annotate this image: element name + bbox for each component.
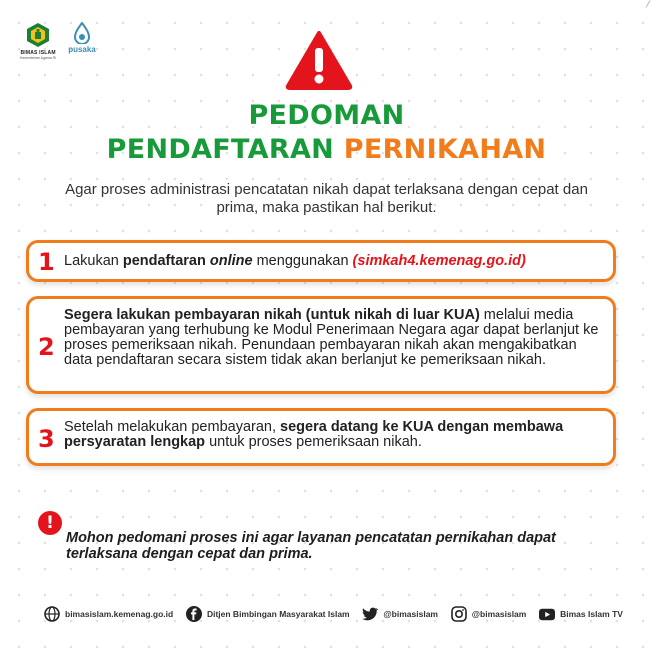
exclamation-icon: !: [38, 511, 62, 535]
youtube-icon: [539, 606, 555, 622]
globe-icon: [44, 606, 60, 622]
step-text-3: [64, 420, 601, 450]
intro-line-1: Agar proses administrasi pencatatan nikah dapat terlaksana dengan cepat dan: [65, 181, 588, 198]
footer-facebook[interactable]: [186, 606, 350, 622]
facebook-icon: [186, 606, 202, 622]
step-number-1: 1: [38, 248, 55, 276]
footer-facebook-text: Ditjen Bimbingan Masyarakat Islam: [206, 609, 350, 619]
pusaka-drop-icon: [72, 22, 92, 44]
step2-bold: Segera lakukan pembayaran nikah (untuk nikah di luar KUA): [64, 307, 480, 323]
simkah-link[interactable]: (simkah4.kemenag.go.id): [352, 253, 526, 269]
warning-triangle-icon: [285, 30, 353, 90]
bimas-islam-logo: [20, 22, 56, 60]
twitter-icon: [362, 606, 378, 622]
header-logos: [20, 22, 96, 60]
pusaka-logo-text: pusaka: [68, 45, 96, 54]
footer-twitter[interactable]: [362, 606, 438, 622]
step-card-1: [26, 240, 616, 282]
instagram-icon: [451, 606, 467, 622]
step-text-2: [64, 308, 601, 368]
title-word-pendaftaran: PENDAFTARAN: [106, 134, 335, 165]
step-number-2: 2: [38, 333, 55, 361]
step-number-3: 3: [38, 425, 55, 453]
step-card-2: [26, 296, 616, 394]
step2-rest: melalui media pembayaran yang terhubung ke Modul Penerimaan Negara agar dapat berlanjut ke proses pemeriksaan nikah. Penundaan pembayaran nikah akan mengakibatkan data pendaftaran secara sistem tidak akan berlanjut ke pemeriksaan nikah.: [64, 307, 599, 368]
step1-bold-italic: online: [209, 253, 253, 269]
pusaka-logo: [68, 22, 96, 54]
step1-mid: menggunakan: [252, 253, 353, 269]
step1-bold: pendaftaran: [122, 253, 210, 269]
footer-twitter-text: @bimasislam: [383, 609, 438, 619]
footer-instagram[interactable]: [451, 606, 527, 622]
step-card-3: [26, 408, 616, 466]
intro-line-2: prima, maka pastikan hal berikut.: [216, 199, 437, 216]
page-title-line1: PEDOMAN: [248, 100, 405, 131]
step1-pre: Lakukan: [64, 253, 123, 269]
footer-instagram-text: @bimasislam: [471, 609, 527, 619]
step-text-1: [64, 254, 601, 269]
page-title-line2: [0, 134, 653, 165]
footer-youtube-text: Bimas Islam TV: [560, 609, 623, 619]
kemenag-emblem-icon: [25, 22, 51, 48]
bimas-logo-subcaption: Kementerian Agama RI: [20, 56, 57, 60]
step3-bold: segera datang ke KUA dengan membawa persyaratan lengkap: [64, 419, 564, 450]
intro-text: [40, 181, 613, 217]
title-word-pernikahan: PERNIKAHAN: [343, 134, 547, 165]
footer-website[interactable]: [44, 606, 173, 622]
footer-social-bar: [44, 606, 623, 622]
footer-youtube[interactable]: [539, 606, 623, 622]
footer-website-text: bimasislam.kemenag.go.id: [65, 609, 174, 619]
step3-rest: untuk proses pemeriksaan nikah.: [205, 434, 422, 450]
notice-text: Mohon pedomani proses ini agar layanan pencatatan pernikahan dapat terlaksana dengan cepat dan prima.: [66, 530, 556, 562]
step3-pre: Setelah melakukan pembayaran,: [64, 419, 281, 435]
bimas-logo-caption: BIMAS ISLAM: [20, 50, 56, 56]
corner-mark: [639, 0, 651, 8]
